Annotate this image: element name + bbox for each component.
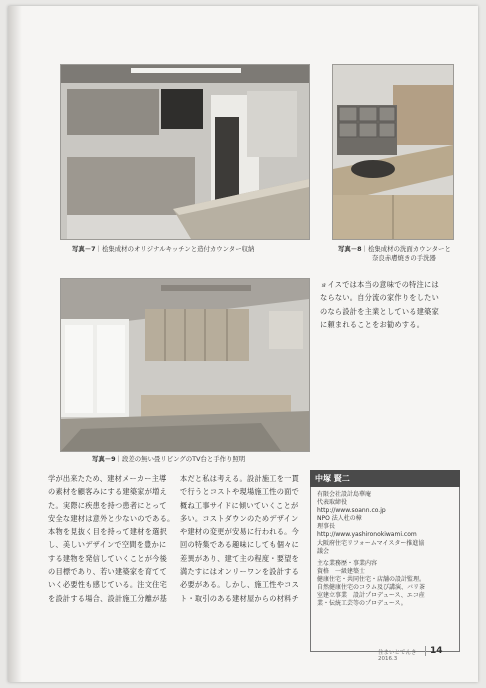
profile-line: 理事長 [317, 523, 336, 531]
article-text-right-top [320, 278, 439, 331]
profile-line: 資格 一級建築士 [317, 567, 366, 575]
profile-line: 有限会社設計島華庵 [317, 491, 372, 498]
text-line: で行うとコストや現場施工性の面で [180, 487, 300, 497]
profile-line: 代表取締役 [317, 499, 348, 507]
photo-living-room [60, 278, 310, 452]
caption-text-line2: 奈良赤膚焼きの手洗器 [372, 254, 436, 262]
text-line: ならない。自分流の家作りをしたい [320, 293, 440, 303]
profile-line: 業・伝統工芸等のプロデュース。 [317, 600, 407, 608]
text-line: する建物を発信していくことが今後 [48, 553, 168, 563]
profile-line: 大阪府住宅リフォームマイスター推進協 [317, 539, 425, 547]
text-line: や建材の変更が安易に行われる。今 [180, 527, 300, 537]
text-line: 本だと私は考える。設計施工を一貫 [180, 474, 300, 483]
text-line: た。実際に疾患を持つ患者にとって [48, 500, 167, 510]
text-line: 必要がある。しかし、施工性やコス [180, 580, 300, 590]
text-line: 概ね工事サイドに傾いていくことが [180, 500, 299, 510]
article-text-col1 [48, 472, 174, 605]
caption-photo-9 [92, 455, 245, 464]
magazine-issue: 2016.3 [378, 656, 398, 662]
caption-number: 写真－7 [72, 245, 96, 253]
profile-line: 主な業務歴・事業内容 [317, 559, 378, 567]
page-number: 14 [425, 646, 443, 656]
caption-photo-7 [72, 245, 254, 254]
text-line: ョイスでは本当の意味での特注には [320, 280, 439, 289]
author-profile-box [310, 470, 460, 656]
magazine-page [8, 6, 478, 682]
profile-link: http://www.yashironokiwami.com [317, 531, 417, 539]
photo-washbasin [332, 64, 454, 240]
text-line: し、美しいデザインで空間を豊かに [48, 540, 167, 550]
caption-text: ｜桧集成材の洗面カウンターと [361, 245, 451, 253]
text-line: 安全な建材は意外と少ないのである。 [48, 513, 175, 523]
profile-link: http://www.soann.co.jp [317, 507, 386, 515]
caption-number: 写真－9 [92, 455, 116, 463]
caption-text: ｜桧集成材のオリジナルキッチンと造付カウンター収納 [95, 245, 255, 253]
profile-line: NPO 法人杜の樟 [317, 515, 362, 523]
text-line: のなら設計を主業としている建築家 [320, 306, 440, 316]
text-line: を設計する場合、設計施工分離が基 [48, 593, 168, 603]
text-line: 回の特集である趣味にしても個々に [180, 540, 300, 550]
profile-line: 健康住宅・共同住宅・店舗の設計監理。 [317, 575, 426, 583]
text-line: 差異があり、建て主の程度・要望を [180, 553, 300, 563]
text-line: いく必要性も感じている。注文住宅 [48, 580, 168, 590]
photo-kitchen [60, 64, 310, 240]
text-line: の素材を顧客みにする建築家が増え [48, 487, 168, 497]
caption-photo-8 [338, 245, 451, 263]
profile-line: 議会 [317, 547, 330, 555]
page-spine-shadow [8, 6, 22, 682]
text-line: 本物を見抜く目を持って建材を選択 [48, 527, 168, 537]
text-line: 満たすにはオンリーワンを設計する [180, 567, 300, 577]
profile-line: 室建立事業 設計プロデュース、エコ産 [317, 592, 425, 600]
text-line: に頼まれることをお勧めする。 [320, 319, 425, 329]
article-text-col2 [180, 472, 299, 605]
magazine-footer [378, 650, 417, 662]
text-line: 多い。コストダウンのためデザイン [180, 513, 299, 523]
caption-text: ｜段差の無い畳リビングのTV台と手作り照明 [115, 455, 246, 463]
profile-details [310, 487, 460, 652]
text-line: 学が出来たため、建材メーカー主導 [48, 474, 167, 483]
profile-line: 自然健康住宅のコラム及び講演、バリ茶 [317, 584, 425, 592]
magazine-title: 住まいとでんき [378, 650, 417, 656]
text-line: ト・取引のある建材屋からの材料チ [180, 593, 300, 603]
text-line: の目標であり、若い建築家を育てて [48, 567, 168, 577]
caption-number: 写真－8 [338, 245, 362, 253]
author-name: 中塚 賢二 [310, 470, 460, 487]
